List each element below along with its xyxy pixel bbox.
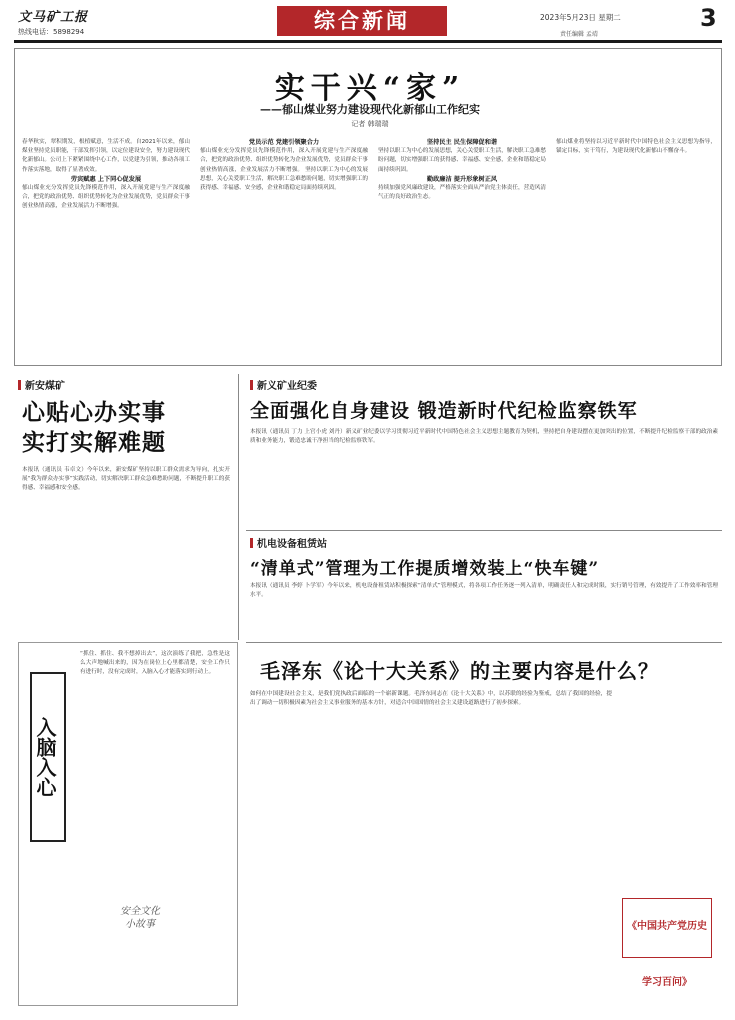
masthead-rule [14, 40, 722, 43]
essay-book-label: 安全文化小故事 [120, 906, 160, 930]
lead-col1-body: 春华秋实，翠积期发，根植赋意，生活不成。自2021年以来，郁山煤业坚持党员职能，干部发挥引领，以定位建设安全，努力建设现代化新郁山。公司上下紧紧围绕中心工作，以党建为引领，推动各项工作落实落地，取得了显著成效。 [22, 139, 190, 173]
story4-headline: “清单式”管理为工作提质增效装上“快车键” [250, 559, 600, 579]
page-number: 3 [700, 4, 717, 32]
masthead [0, 0, 735, 44]
lead-col1-body-2: 郁山煤业充分发挥党员先锋模范作用，深入开展党建与生产深度融合，把党的政治优势、组织优势转化为企业发展优势，党员群众干事创业热情高涨，企业发展活力不断增强。 [22, 185, 190, 210]
story2-headline-line2: 实打实解难题 [22, 429, 166, 456]
lead-col2-body-2: 坚持以职工为中心的发展思想，关心关爱职工生活，解决职工急难愁盼问题，切实增强职工的获得感、幸福感、安全感，企业和谐稳定局面持续巩固。 [200, 166, 368, 192]
story5-headline: 毛泽东《论十大关系》的主要内容是什么？ [260, 659, 659, 683]
lead-column-4 [556, 138, 716, 360]
lead-col3-body: 坚持以职工为中心的发展思想，关心关爱职工生活，解决职工急难愁盼问题，切实增强职工的获得感、幸福感、安全感，企业和谐稳定局面持续巩固。 [378, 148, 546, 173]
story5-body: 如何在中国建设社会主义，是我们党执政后面临的一个崭新课题。毛泽东同志在《论十大关系》中，以苏联的经验为鉴戒，总结了我国的经验，提出了调动一切积极因素为社会主义事业服务的基本方针，对适合中国国情的社会主义建设道路进行了初步探索。 [250, 691, 612, 707]
story4-kicker: 机电设备租赁站 [250, 535, 327, 550]
essay-body: “抓住、抓住、我不想掉出去”，这次演练了我把，急性是这么大声地喊出来的，因为在岗位上心里都清楚，安全工作只有进行时，没有完成时，入脑入心才能落实到行动上。 [80, 651, 230, 676]
story3-kicker: 新义矿业纪委 [250, 377, 317, 392]
essay-vertical-title [28, 672, 68, 842]
lead-col2-body: 郁山煤业充分发挥党员先锋模范作用，深入开展党建与生产深度融合，把党的政治优势、组织优势转化为企业发展优势，党员群众干事创业热情高涨，企业发展活力不断增强。 [200, 148, 368, 173]
section-title: 综合新闻 [277, 6, 447, 36]
newspaper-logo: 文马矿工报 [18, 10, 89, 25]
lead-col2-subhead: 党员示范 党建引领聚合力 [248, 139, 320, 146]
story3-body: 本报讯（通讯员 丁力 上官小虎 刘丹）新义矿业纪委以学习贯彻习近平新时代中国特色社会主义思想主题教育为契机，坚持把自身建设摆在更加突出的位置，不断提升纪检监察干部的政治素质和业务能力，锻造忠诚干净担当的纪检监察铁军。 [250, 429, 718, 445]
essay-title-box: 入脑入心 [30, 672, 66, 842]
lead-column-3 [378, 138, 546, 360]
horizontal-divider-2 [246, 642, 722, 643]
story2-headline [22, 398, 222, 458]
lead-column-1 [22, 138, 190, 360]
story4-body: 本报讯（通讯员 李婷 卜学军）今年以来，机电设备租赁站积极探索“清单式”管理模式，将各项工作任务逐一列入清单，明确责任人和完成时限，实行销号管理，有效提升了工作效率和管理水平。 [250, 583, 718, 599]
lead-headline: 实干兴“家” [274, 71, 466, 106]
lead-col3b-body: 持续加强党风廉政建设，严格落实全面从严治党主体责任，营造风清气正的良好政治生态。 [378, 185, 546, 201]
lead-col1-subhead: 劳宾赋惠 上下同心促发展 [70, 175, 142, 183]
lead-col4-body: 郁山煤业将坚持以习近平新时代中国特色社会主义思想为指导，锚定目标，实干笃行，为建设现代化新郁山不懈奋斗。 [556, 139, 716, 155]
lead-byline: 记者 韩瑞瑞 [351, 120, 389, 128]
issue-date: 2023年5月23日 星期二 [540, 13, 621, 22]
horizontal-divider [246, 530, 722, 531]
lead-subheadline: ——郁山煤业努力建设现代化新郁山工作纪实 [260, 103, 480, 116]
story2-headline-line1: 心贴心办实事 [22, 399, 166, 426]
editor-credit: 责任编辑 孟靖 [560, 31, 598, 38]
lead-col3b-subhead: 勤政廉洁 提升形象树正风 [426, 175, 498, 183]
story3-headline: 全面强化自身建设 锻造新时代纪检监察铁军 [250, 400, 638, 422]
lead-column-2 [200, 138, 368, 360]
story2-body: 本报讯（通讯员 韦卓文）今年以来，新安煤矿坚持以职工群众需求为导向，扎实开展“我为群众办实事”实践活动，切实解决职工群众急难愁盼问题，不断提升职工的获得感、幸福感和安全感。 [22, 467, 230, 492]
history-banner: 《中国共产党历史学习百问》 [622, 898, 712, 958]
story2-kicker: 新安煤矿 [18, 377, 65, 392]
hotline: 热线电话：5898294 [18, 28, 85, 36]
vertical-divider [238, 374, 239, 640]
lead-col3-subhead: 坚持民主 民生保障促和谐 [426, 139, 498, 146]
